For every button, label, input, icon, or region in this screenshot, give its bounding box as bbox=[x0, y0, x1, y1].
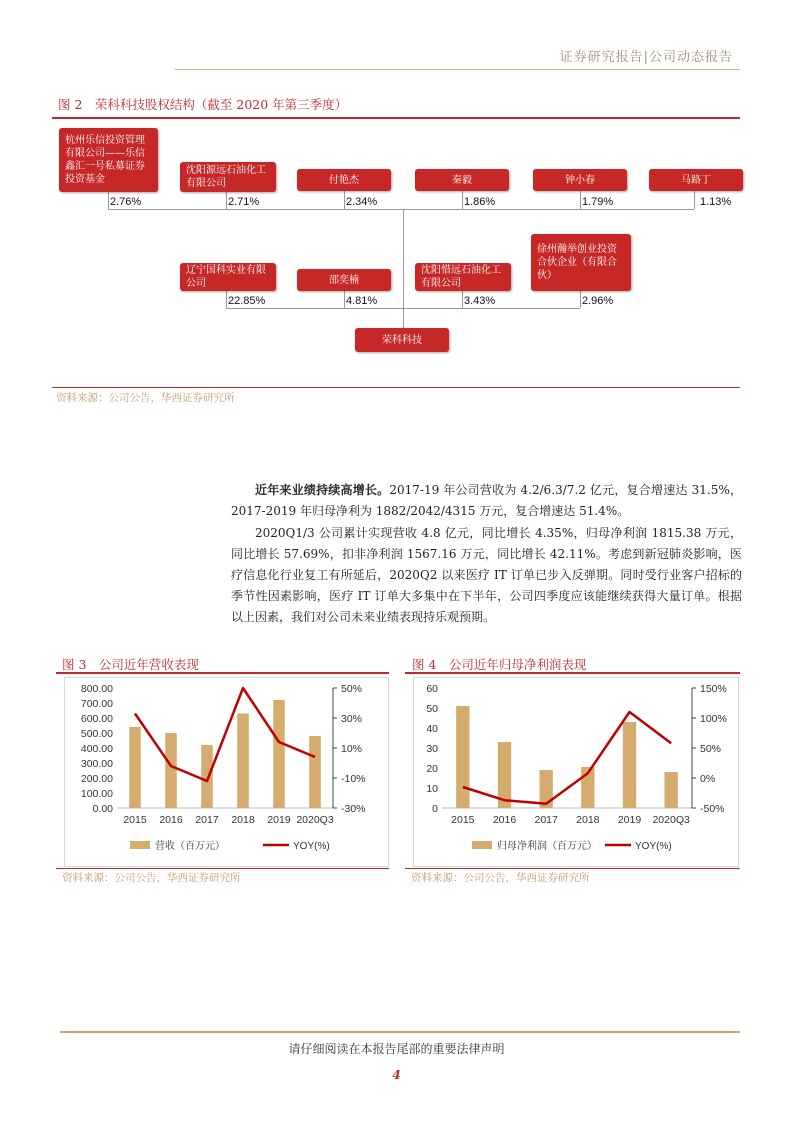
left-tick-label: 100.00 bbox=[80, 788, 113, 800]
x-tick-label: 2019 bbox=[617, 814, 642, 826]
shareholder-box: 杭州乐信投资管理有限公司——乐信鑫汇一号私募证券投资基金 bbox=[59, 128, 158, 192]
shareholder-pct: 1.79% bbox=[582, 196, 614, 208]
bar bbox=[165, 733, 177, 808]
bar bbox=[456, 706, 469, 808]
connector bbox=[580, 190, 581, 209]
x-tick-label: 2016 bbox=[492, 814, 517, 826]
x-tick-label: 2020Q3 bbox=[652, 814, 690, 826]
shareholder-pct: 2.96% bbox=[582, 295, 614, 307]
connector bbox=[462, 291, 463, 308]
left-tick-label: 300.00 bbox=[80, 758, 113, 770]
right-tick-label: -50% bbox=[700, 803, 725, 815]
connector bbox=[226, 291, 227, 308]
left-tick-label: 0 bbox=[432, 803, 438, 815]
fig3-source: 资料来源：公司公告，华西证券研究所 bbox=[62, 872, 241, 884]
shareholder-box: 钟小春 bbox=[533, 169, 627, 191]
left-tick-label: 20 bbox=[426, 763, 438, 775]
right-tick-label: 0% bbox=[700, 773, 716, 785]
legend-bar-label: 营收（百万元） bbox=[155, 841, 225, 852]
shareholder-pct: 2.76% bbox=[110, 196, 142, 208]
page-number: 4 bbox=[392, 1068, 401, 1082]
shareholder-pct: 4.81% bbox=[346, 295, 378, 307]
fig3-chart-frame bbox=[64, 677, 389, 867]
x-tick-label: 2020Q3 bbox=[296, 814, 334, 826]
fig2-top-rule bbox=[52, 117, 740, 119]
bar bbox=[237, 714, 249, 809]
paragraph-1-lead: 近年来业绩持续高增长。 bbox=[255, 483, 390, 497]
shareholder-pct: 3.43% bbox=[464, 295, 496, 307]
yoy-line bbox=[463, 712, 671, 804]
company-box: 荣科科技 bbox=[355, 328, 449, 352]
x-tick-label: 2015 bbox=[451, 814, 475, 826]
fig4-bottom-rule bbox=[405, 868, 740, 869]
footer-disclaimer: 请仔细阅读在本报告尾部的重要法律声明 bbox=[288, 1042, 505, 1056]
shareholder-box: 辽宁国科实业有限公司 bbox=[180, 263, 276, 291]
legend-line-label: YOY(%) bbox=[635, 841, 672, 852]
left-tick-label: 50 bbox=[426, 703, 438, 715]
left-tick-label: 40 bbox=[426, 723, 438, 735]
paragraph-2: 2020Q1/3 公司累计实现营收 4.8 亿元，同比增长 4.35%，归母净利润 1815.38 万元，同比增长 57.69%，扣非净利润 1567.16 万元，同比增长 42.11%。考虑到新冠肺炎影响，医疗信息化行业复工有所延后，2020Q2 以来医疗 IT 订单已步入反弹期。同时受行业客户招标的季节性因素影响，医疗 IT 订单大多集中在下半年，公司四季度应该能继续获得大量订单。根据以上因素，我们对公司未来业绩表现持乐观预期。 bbox=[231, 526, 742, 624]
connector bbox=[694, 190, 695, 209]
x-tick-label: 2016 bbox=[159, 814, 183, 826]
report-header: 证券研究报告|公司动态报告 bbox=[559, 50, 733, 65]
header-divider bbox=[175, 69, 740, 70]
x-tick-label: 2017 bbox=[195, 814, 219, 826]
left-tick-label: 30 bbox=[426, 743, 438, 755]
shareholder-pct: 2.34% bbox=[346, 196, 378, 208]
fig3-top-rule bbox=[56, 672, 389, 674]
x-tick-label: 2017 bbox=[534, 814, 558, 826]
vertical-trunk bbox=[403, 209, 404, 329]
bar bbox=[129, 727, 141, 808]
legend-bar-swatch bbox=[472, 841, 492, 849]
shareholder-box: 沈阳惜远石油化工有限公司 bbox=[415, 263, 511, 291]
right-tick-label: 10% bbox=[341, 743, 363, 755]
fig4-title: 图 4 公司近年归母净利润表现 bbox=[412, 657, 587, 672]
fig2-source: 资料来源：公司公告，华西证券研究所 bbox=[56, 392, 235, 404]
bar bbox=[309, 736, 321, 808]
left-tick-label: 60 bbox=[426, 683, 438, 695]
fig4-chart-frame bbox=[413, 677, 739, 867]
top-connector bbox=[108, 209, 694, 210]
fig4-top-rule bbox=[405, 672, 740, 674]
shareholder-box: 秦毅 bbox=[415, 169, 509, 191]
x-tick-label: 2015 bbox=[123, 814, 147, 826]
x-tick-label: 2018 bbox=[576, 814, 600, 826]
yoy-line bbox=[135, 688, 315, 781]
fig3-bottom-rule bbox=[56, 868, 389, 869]
bar bbox=[665, 772, 678, 808]
shareholder-pct: 2.71% bbox=[228, 196, 260, 208]
x-tick-label: 2018 bbox=[231, 814, 255, 826]
left-tick-label: 800.00 bbox=[80, 683, 113, 695]
connector bbox=[108, 192, 109, 209]
net-profit-chart bbox=[414, 678, 738, 866]
right-tick-label: 30% bbox=[341, 713, 363, 725]
left-tick-label: 0.00 bbox=[92, 803, 113, 815]
shareholder-pct: 1.13% bbox=[700, 196, 732, 208]
left-tick-label: 200.00 bbox=[80, 773, 113, 785]
shareholder-box: 付艳杰 bbox=[297, 169, 391, 191]
left-tick-label: 400.00 bbox=[80, 743, 113, 755]
right-tick-label: 50% bbox=[341, 683, 363, 695]
left-tick-label: 700.00 bbox=[80, 698, 113, 710]
left-tick-label: 10 bbox=[426, 783, 438, 795]
shareholder-pct: 1.86% bbox=[464, 196, 496, 208]
shareholder-box: 徐州瀚举创业投资合伙企业（有限合伙） bbox=[531, 234, 631, 291]
shareholder-box: 马路丁 bbox=[649, 169, 743, 191]
paragraph-1 bbox=[231, 480, 742, 522]
shareholder-pct: 22.85% bbox=[228, 295, 266, 307]
fig2-bottom-rule bbox=[52, 387, 740, 388]
revenue-chart bbox=[65, 678, 388, 866]
fig4-source: 资料来源：公司公告，华西证券研究所 bbox=[411, 872, 590, 884]
right-tick-label: -30% bbox=[341, 803, 366, 815]
connector bbox=[580, 291, 581, 308]
shareholder-box: 沈阳源远石油化工有限公司 bbox=[180, 162, 276, 192]
connector bbox=[344, 291, 345, 308]
right-tick-label: 50% bbox=[700, 743, 722, 755]
bar bbox=[273, 700, 285, 808]
bar bbox=[201, 745, 213, 808]
x-tick-label: 2019 bbox=[267, 814, 291, 826]
legend-bar-swatch bbox=[130, 841, 150, 849]
shareholder-box: 邵奕楠 bbox=[297, 269, 391, 291]
right-tick-label: -10% bbox=[341, 773, 366, 785]
fig3-title: 图 3 公司近年营收表现 bbox=[62, 657, 199, 672]
bar bbox=[623, 722, 636, 808]
right-tick-label: 150% bbox=[700, 683, 727, 695]
right-tick-label: 100% bbox=[700, 713, 727, 725]
paragraph-1-body: 2017-19 年公司营收为 4.2/6.3/7.2 亿元，复合增速达 31.5%，2017-2019 年归母净利为 1882/2042/4315 万元，复合增速达 51.4%。 bbox=[231, 483, 742, 518]
fig2-title: 图 2 荣科科技股权结构（截至 2020 年第三季度） bbox=[58, 97, 348, 112]
connector bbox=[344, 190, 345, 209]
footer-divider bbox=[60, 1031, 740, 1033]
connector bbox=[462, 190, 463, 209]
connector bbox=[226, 190, 227, 209]
left-tick-label: 600.00 bbox=[80, 713, 113, 725]
legend-line-label: YOY(%) bbox=[293, 841, 330, 852]
bottom-connector bbox=[226, 308, 580, 309]
left-tick-label: 500.00 bbox=[80, 728, 113, 740]
legend-bar-label: 归母净利润（百万元） bbox=[497, 841, 597, 852]
